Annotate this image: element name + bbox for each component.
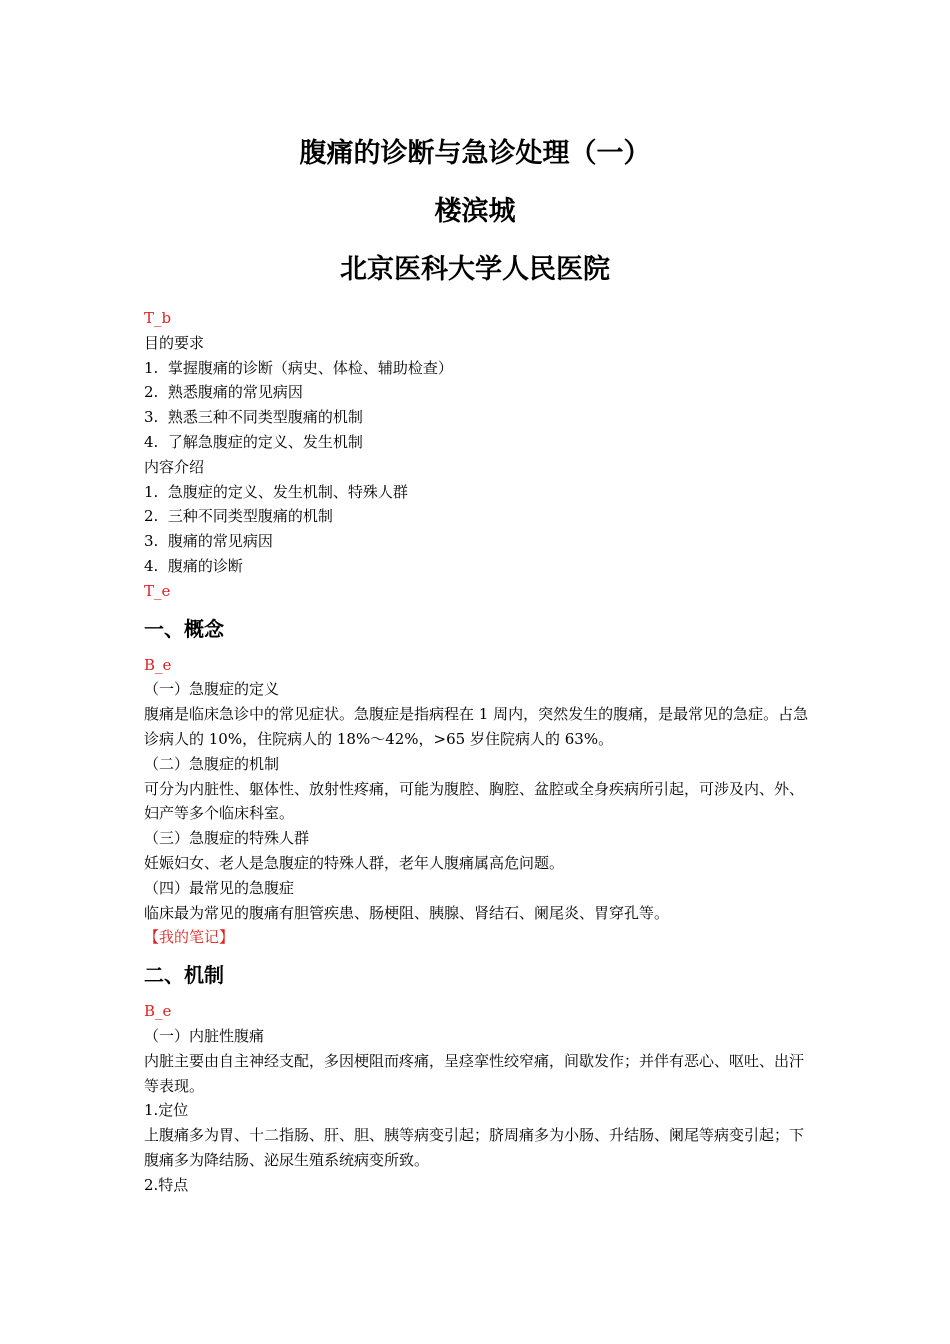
institution-name: 北京医科大学人民医院 <box>340 254 610 285</box>
document-body <box>144 306 812 1198</box>
author-name: 楼滨城 <box>434 196 516 227</box>
contents-item: 3. 腹痛的常见病因 <box>144 532 273 551</box>
goals-heading: 目的要求 <box>144 333 205 352</box>
b-e-marker: B_e <box>144 1002 172 1021</box>
paragraph-common-conditions: 临床最为常见的腹痛有胆管疾患、肠梗阻、胰腺、肾结石、阑尾炎、胃穿孔等。 <box>144 903 670 922</box>
section-heading-mechanism: 二、机制 <box>144 963 224 988</box>
b-e-marker: B_e <box>144 655 172 674</box>
my-notes-link[interactable]: 【我的笔记】 <box>144 928 235 947</box>
subheading-visceral-pain: （一）内脏性腹痛 <box>144 1026 265 1045</box>
goal-item: 3. 熟悉三种不同类型腹痛的机制 <box>144 408 363 427</box>
item-heading-features: 2.特点 <box>144 1175 189 1194</box>
subheading-common-conditions: （四）最常见的急腹症 <box>144 878 295 897</box>
document-title: 腹痛的诊断与急诊处理（一） <box>299 138 651 169</box>
subheading-definition: （一）急腹症的定义 <box>144 680 280 699</box>
paragraph-special-population: 妊娠妇女、老人是急腹症的特殊人群，老年人腹痛属高危问题。 <box>144 853 565 872</box>
paragraph-definition: 腹痛是临床急诊中的常见症状。急腹症是指病程在 1 周内，突然发生的腹痛，是最常见的急症。占急诊病人的 10%，住院病人的 18%～42%，>65 岁住院病人的 63%。 <box>144 705 809 748</box>
title-block <box>0 140 950 283</box>
item-heading-location: 1.定位 <box>144 1101 189 1120</box>
goal-item: 2. 熟悉腹痛的常见病因 <box>144 383 303 402</box>
t-begin-marker: T_b <box>144 309 172 327</box>
goal-item: 4. 了解急腹症的定义、发生机制 <box>144 432 363 451</box>
contents-item: 1. 急腹症的定义、发生机制、特殊人群 <box>144 482 408 501</box>
subheading-special-population: （三）急腹症的特殊人群 <box>144 829 310 848</box>
contents-item: 2. 三种不同类型腹痛的机制 <box>144 507 333 526</box>
contents-item: 4. 腹痛的诊断 <box>144 556 243 575</box>
paragraph-visceral-pain: 内脏主要由自主神经支配，多因梗阻而疼痛，呈痉挛性绞窄痛，间歇发作；并伴有恶心、呕吐、出汗等表现。 <box>144 1051 805 1095</box>
subheading-mechanism: （二）急腹症的机制 <box>144 754 280 773</box>
paragraph-location: 上腹痛多为胃、十二指肠、肝、胆、胰等病变引起；脐周痛多为小肠、升结肠、阑尾等病变引起；下腹痛多为降结肠、泌尿生殖系统病变所致。 <box>144 1126 805 1169</box>
goal-item: 1. 掌握腹痛的诊断（病史、体检、辅助检查） <box>144 358 453 377</box>
paragraph-mechanism: 可分为内脏性、躯体性、放射性疼痛，可能为腹腔、胸腔、盆腔或全身疾病所引起，可涉及内、外、妇产等多个临床科室。 <box>144 779 805 823</box>
section-heading-concept: 一、概念 <box>144 616 224 641</box>
t-end-marker: T_e <box>144 581 171 600</box>
contents-heading: 内容介绍 <box>144 457 205 476</box>
